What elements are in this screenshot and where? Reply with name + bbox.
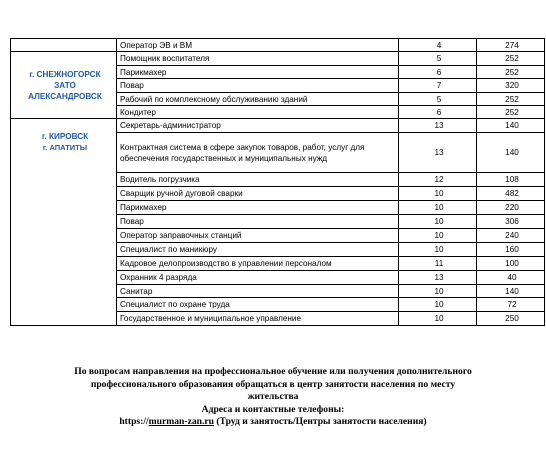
count-cell: 6: [399, 106, 477, 119]
hours-cell: 252: [477, 66, 545, 79]
count-cell: 5: [399, 52, 477, 66]
count-cell: 12: [399, 173, 477, 187]
count-cell: 6: [399, 66, 477, 79]
count-cell: 13: [399, 271, 477, 285]
count-cell: 10: [399, 229, 477, 243]
count-cell: 5: [399, 93, 477, 106]
count-cell: 4: [399, 39, 477, 52]
hours-cell: 250: [477, 312, 545, 326]
hours-cell: 252: [477, 52, 545, 66]
profession-cell: Оператор заправочных станций: [117, 229, 399, 243]
count-cell: 13: [399, 119, 477, 133]
hours-cell: 220: [477, 201, 545, 215]
profession-cell: Парикмахер: [117, 66, 399, 79]
count-cell: 10: [399, 298, 477, 312]
footer-line-1: По вопросам направления на профессиональное обучение или получения дополнительного: [74, 366, 472, 377]
hours-cell: 140: [477, 285, 545, 298]
count-cell: 7: [399, 79, 477, 93]
hours-cell: 252: [477, 106, 545, 119]
profession-cell: Охранник 4 разряда: [117, 271, 399, 285]
count-cell: 10: [399, 312, 477, 326]
count-cell: 10: [399, 243, 477, 257]
city-cell: [11, 39, 117, 52]
website-link[interactable]: murman-zan.ru: [148, 416, 214, 427]
profession-cell: Государственное и муниципальное управление: [117, 312, 399, 326]
city-name: г. СНЕЖНОГОРСК: [29, 69, 101, 79]
profession-cell: Специалист по охране труда: [117, 298, 399, 312]
hours-cell: 240: [477, 229, 545, 243]
profession-cell: Парикмахер: [117, 201, 399, 215]
city-name: ЗАТО: [54, 80, 76, 90]
profession-cell: Санитар: [117, 285, 399, 298]
footer-line-5: https://murman-zan.ru (Труд и занятость/Центры занятости населения): [119, 416, 427, 427]
contact-info: [0, 366, 546, 429]
city-name: АЛЕКСАНДРОВСК: [28, 91, 102, 101]
hours-cell: 72: [477, 298, 545, 312]
count-cell: 10: [399, 215, 477, 229]
city-name: г. АПАТИТЫ: [42, 143, 88, 152]
profession-cell: Кадровое делопроизводство в управлении персоналом: [117, 257, 399, 271]
profession-cell: Оператор ЭВ и ВМ: [117, 39, 399, 52]
hours-cell: 140: [477, 119, 545, 133]
city-cell: [11, 119, 117, 326]
profession-cell: Рабочий по комплексному обслуживанию зданий: [117, 93, 399, 106]
profession-cell: Кондитер: [117, 106, 399, 119]
hours-cell: 140: [477, 133, 545, 173]
table-row: [11, 52, 545, 66]
city-name: г. КИРОВСК: [41, 132, 89, 141]
profession-cell: Водитель погрузчика: [117, 173, 399, 187]
hours-cell: 40: [477, 271, 545, 285]
profession-cell: Сварщик ручной дуговой сварки: [117, 187, 399, 201]
count-cell: 10: [399, 187, 477, 201]
footer-line-4: Адреса и контактные телефоны:: [201, 403, 345, 415]
count-cell: 13: [399, 133, 477, 173]
city-cell: [11, 52, 117, 119]
count-cell: 10: [399, 201, 477, 215]
hours-cell: 108: [477, 173, 545, 187]
courses-table-body: [11, 39, 545, 326]
profession-cell: Помощник воспитателя: [117, 52, 399, 66]
courses-table: [10, 38, 545, 326]
table-row: [11, 39, 545, 52]
hours-cell: 252: [477, 93, 545, 106]
profession-cell: Повар: [117, 215, 399, 229]
profession-cell: Секретарь-администратор: [117, 119, 399, 133]
profession-cell: Контрактная система в сфере закупок товаров, работ, услуг для обеспечения государственных и муниципальных нужд: [117, 133, 399, 173]
footer-line-2: профессионального образования обращаться в центр занятости населения по месту: [90, 378, 456, 390]
profession-cell: Специалист по маникюру: [117, 243, 399, 257]
hours-cell: 320: [477, 79, 545, 93]
hours-cell: 482: [477, 187, 545, 201]
hours-cell: 274: [477, 39, 545, 52]
table-row: [11, 119, 545, 133]
footer-line-3: жительства: [247, 391, 299, 402]
profession-cell: Повар: [117, 79, 399, 93]
hours-cell: 306: [477, 215, 545, 229]
count-cell: 10: [399, 285, 477, 298]
count-cell: 11: [399, 257, 477, 271]
hours-cell: 100: [477, 257, 545, 271]
hours-cell: 160: [477, 243, 545, 257]
